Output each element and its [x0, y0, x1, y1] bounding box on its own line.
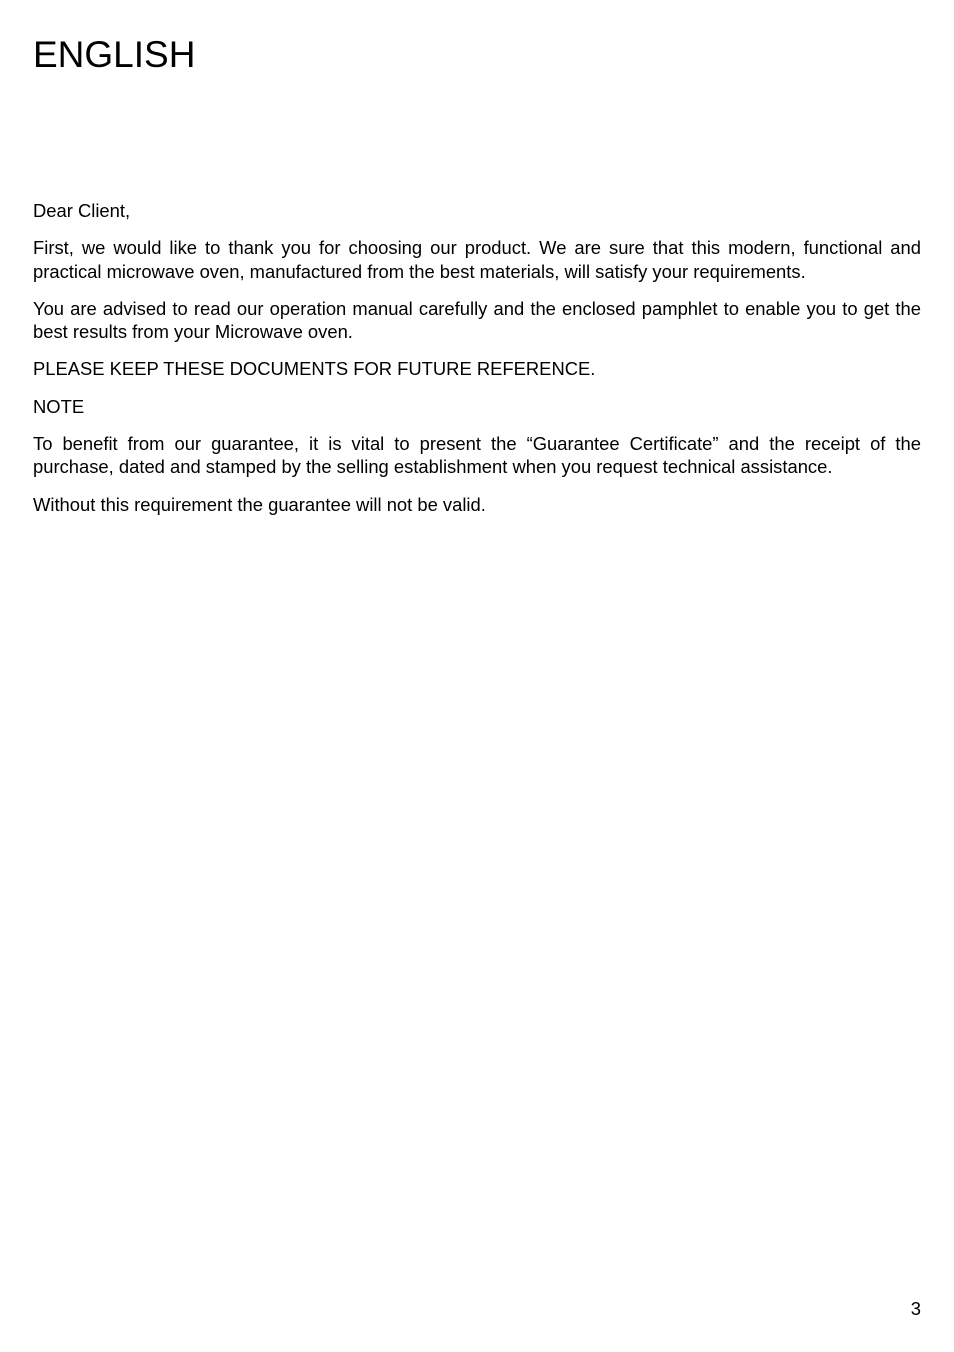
- manual-advice-paragraph: You are advised to read our operation manual carefully and the enclosed pamphlet to enable you to get the best results from your Microwave oven.: [33, 297, 921, 343]
- guarantee-paragraph: To benefit from our guarantee, it is vital to present the “Guarantee Certificate” and the receipt of the purchase, dated and stamped by the selling establishment when you request technical assistance.: [33, 433, 921, 478]
- thank-you-paragraph: First, we would like to thank you for choosing our product. We are sure that this modern, functional and practical microwave oven, manufactured from the best materials, will satisfy your requirements.: [33, 237, 921, 282]
- keep-documents-notice: PLEASE KEEP THESE DOCUMENTS FOR FUTURE REFERENCE.: [33, 358, 596, 380]
- page-heading: ENGLISH: [33, 34, 196, 75]
- note-label: NOTE: [33, 395, 85, 417]
- page-number: 3: [910, 1298, 921, 1319]
- closing-statement: Without this requirement the guarantee will not be valid.: [33, 493, 486, 515]
- salutation: Dear Client,: [33, 200, 131, 221]
- letter-body: [33, 199, 921, 530]
